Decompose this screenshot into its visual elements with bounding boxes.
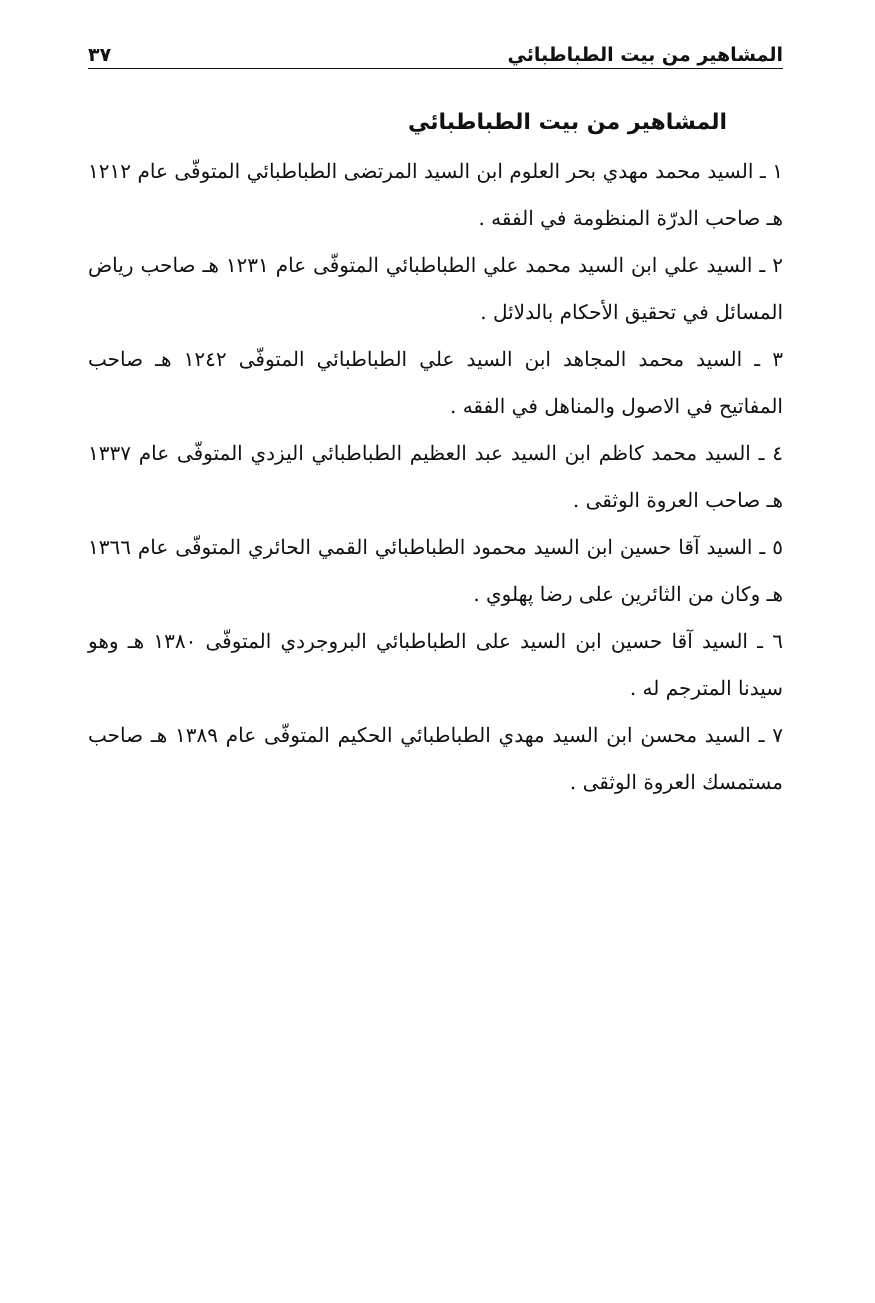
running-title: المشاهير من بيت الطباطبائي [507,44,783,66]
list-item: ٥ ـ السيد آقا حسين ابن السيد محمود الطباطبائي القمي الحائري المتوفّى عام ١٣٦٦ هـ وكان من الثائرين على رضا پهلوي . [88,535,783,606]
running-header [88,30,783,66]
list-item: ٤ ـ السيد محمد كاظم ابن السيد عبد العظيم الطباطبائي اليزدي المتوفّى عام ١٣٣٧ هـ صاحب العروة الوثقى . [88,441,783,512]
list-item: ١ ـ السيد محمد مهدي بحر العلوم ابن السيد المرتضى الطباطبائي المتوفّى عام ١٢١٢ هـ صاحب الدرّة المنظومة في الفقه . [88,159,783,230]
list-item: ٣ ـ السيد محمد المجاهد ابن السيد علي الطباطبائي المتوفّى ١٢٤٢ هـ صاحب المفاتيح في الاصول والمناهل في الفقه . [88,347,784,418]
list-item: ٢ ـ السيد علي ابن السيد محمد علي الطباطبائي المتوفّى عام ١٢٣١ هـ صاحب رياض المسائل في تحقيق الأحكام بالدلائل . [88,253,783,324]
list-item: ٧ ـ السيد محسن ابن السيد مهدي الطباطبائي الحكيم المتوفّى عام ١٣٨٩ هـ صاحب مستمسك العروة الوثقى . [88,723,783,794]
page-content [88,100,783,806]
header-rule [88,68,783,69]
list-item: ٦ ـ السيد آقا حسين ابن السيد على الطباطبائي البروجردي المتوفّى ١٣٨٠ هـ وهو سيدنا المترجم له . [88,629,783,700]
section-title: المشاهير من بيت الطباطبائي [408,110,727,135]
page-number: ٣٧ [88,44,112,66]
